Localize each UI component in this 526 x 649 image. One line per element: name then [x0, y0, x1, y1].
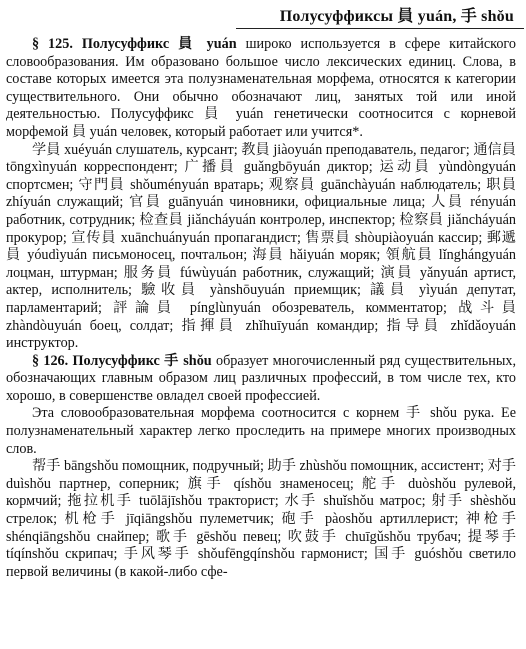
page-body — [6, 36, 516, 581]
header-title: Полусуффиксы 員 yuán, 手 shǒu — [279, 8, 514, 25]
section-125-heading: § 125. Полусуффикс 員 yuán — [32, 36, 237, 52]
section-125-examples: 学員 xuéyuán слушатель, курсант; 教員 jiàoyuán преподаватель, педагог; 通信員 tōngxìnyuán корреспондент; 广播員 guǎngbōyuán диктор; 运动員 yùndòngyuán спортсмен; 守門員 shǒuményuán вратарь; 观察員 guānchàyuán наблюдатель; 职員 zhíyuán служащий; 官員 guānyuán чиновники, официальные лица; 人員 rényuán работник, сотрудник; 检查員 jiǎncháyuán контролер, инспектор; 检察員 jiǎncháyuán прокурор; 宣传員 xuānchuányuán пропагандист; 售票員 shòupiàoyuán кассир; 郵遞員 yóudìyuán письмоносец, почтальон; 海員 hǎiyuán моряк; 領航員 lǐnghángyuán лоцман, штурман; 服务員 fúwùyuán работник, служащий; 演員 yǎnyuán артист, актер, исполнитель; 驗收員 yànshōuyuán приемщик; 議員 yìyuán депутат, парламентарий; 評論員 pínglùnyuán обозреватель, комментатор; 战斗員 zhàndòuyuán боец, солдат; 指揮員 zhǐhuīyuán командир; 指导員 zhǐdǎoyuán инструктор. — [6, 141, 516, 352]
section-126-intro: образует многочисленный ряд существительных, обозначающих главным образом лиц различных профессий, в том числе тех, кто хорошо, в совершенстве овладел своей профессией. — [6, 352, 517, 404]
section-126-heading: § 126. Полусуффикс 手 shǒu — [32, 352, 212, 369]
section-125-intro: широко используется в сфере китайского словообразования. Им образовано большое число лексических единиц. Слова, в составе которых имеется эта полузнаменательная морфема, относятся к категории существительного. Они обычно обозначают лиц, занятых той или иной деятельностью. Полусуффикс 員 yuán генетически соотносится с корневой морфемой 員 yuán человек, который работает или учится*. — [6, 36, 516, 140]
header-rule — [236, 28, 524, 29]
section-126-intro-paragraph — [6, 353, 516, 406]
section-125-intro-paragraph — [6, 36, 516, 142]
running-header — [0, 0, 526, 30]
section-126-paragraph-2: Эта словообразовательная морфема соотносится с корнем 手 shǒu рука. Ее полузнаменательный характер легко проследить на примере многих производных слов. — [6, 405, 516, 457]
section-126-examples: 帮手 bāngshǒu помощник, подручный; 助手 zhùshǒu помощник, ассистент; 对手 duìshǒu партнер, соперник; 旗手 qíshǒu знаменосец; 舵手 duòshǒu рулевой, кормчий; 拖拉机手 tuōlājīshǒu тракторист; 水手 shuǐshǒu матрос; 射手 shèshǒu стрелок; 机枪手 jīqiāngshǒu пулеметчик; 砲手 pàoshǒu артиллерист; 神枪手 shénqiāngshǒu снайпер; 歌手 gēshǒu певец; 吹鼓手 chuīgǔshǒu трубач; 提琴手 tíqínshǒu скрипач; 手风琴手 shǒufēngqínshǒu гармонист; 国手 guóshǒu светило первой величины (в какой-либо сфе- — [6, 458, 516, 580]
